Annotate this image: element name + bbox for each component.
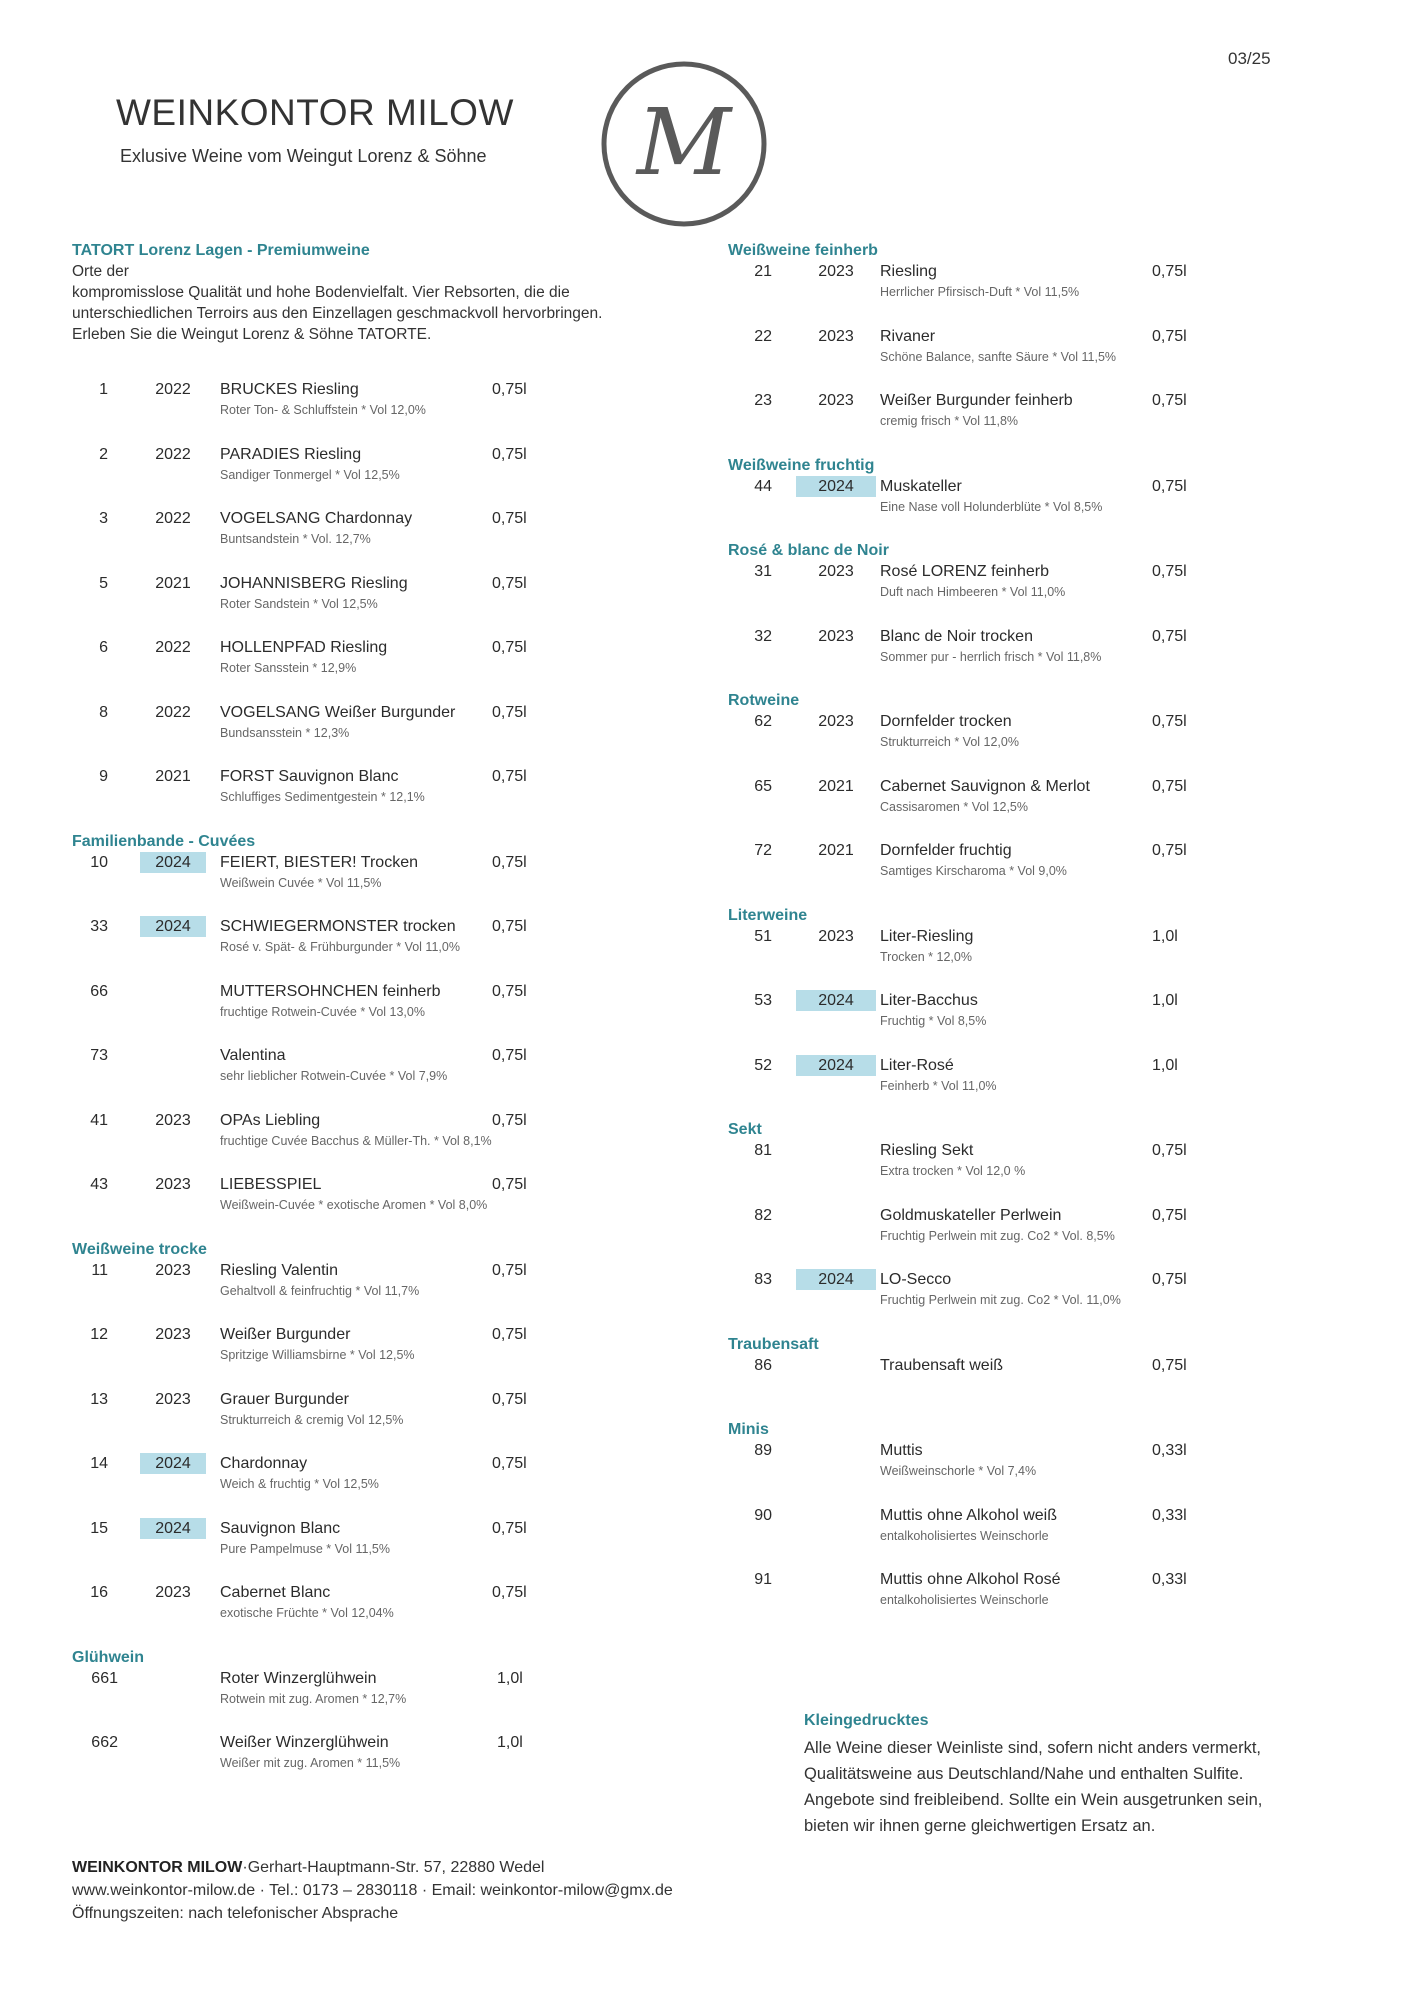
item-volume: 0,75l <box>492 1584 527 1601</box>
left-column <box>72 240 632 1797</box>
item-number: 662 <box>91 1734 118 1751</box>
item-name: Traubensaft weiß <box>880 1356 1004 1374</box>
item-volume: 0,33l <box>1152 1571 1187 1588</box>
footer-hours: Öffnungszeiten: nach telefonischer Absprache <box>72 1905 399 1922</box>
item-description: sehr lieblicher Rotwein-Cuvée * Vol 7,9% <box>220 1069 448 1083</box>
wine-item <box>728 840 1288 905</box>
item-volume: 0,75l <box>492 445 527 463</box>
item-year: 2023 <box>818 263 854 280</box>
item-name: Grauer Burgunder <box>220 1390 349 1408</box>
right-column <box>728 240 1288 1634</box>
wine-item <box>72 1260 632 1325</box>
section-title: Traubensaft <box>728 1335 819 1353</box>
wine-item <box>72 1518 632 1583</box>
wine-section <box>728 905 1288 1120</box>
section-title: Weißweine fruchtig <box>728 456 875 474</box>
item-number: 65 <box>754 777 772 795</box>
item-year: 2023 <box>818 392 854 409</box>
item-name: VOGELSANG Chardonnay <box>220 510 413 527</box>
footer-contact: www.weinkontor-milow.de · Tel.: 0173 – 2830118 · Email: weinkontor-milow@gmx.de <box>72 1882 673 1899</box>
wine-item <box>728 626 1288 691</box>
item-name: LO-Secco <box>880 1271 952 1288</box>
item-number: 14 <box>90 1455 108 1472</box>
item-name: JOHANNISBERG Riesling <box>220 574 408 592</box>
item-number: 66 <box>90 982 108 1000</box>
item-name: Roter Winzerglühwein <box>220 1669 377 1687</box>
item-description: cremig frisch * Vol 11,8% <box>880 414 1019 428</box>
item-volume: 0,75l <box>1152 713 1187 730</box>
item-number: 31 <box>754 563 772 580</box>
item-description: Cassisaromen * Vol 12,5% <box>880 799 1028 814</box>
wine-item <box>728 561 1288 626</box>
wine-item <box>72 1174 632 1239</box>
wine-section <box>728 690 1288 905</box>
wine-item <box>72 573 632 638</box>
item-number: 73 <box>90 1047 108 1064</box>
item-name: Valentina <box>220 1047 286 1064</box>
item-number: 83 <box>754 1271 772 1288</box>
wine-item <box>72 1668 632 1733</box>
brand-tagline: Exlusive Weine vom Weingut Lorenz & Söhne <box>120 146 487 166</box>
item-description: Sandiger Tonmergel * Vol 12,5% <box>220 467 400 482</box>
item-name: Weißer Burgunder feinherb <box>880 392 1073 409</box>
wine-item <box>72 444 632 509</box>
section-title: Weißweine trocke <box>72 1240 207 1258</box>
item-volume: 1,0l <box>497 1669 523 1687</box>
item-description: Feinherb * Vol 11,0% <box>880 1078 997 1093</box>
item-description: Sommer pur - herrlich frisch * Vol 11,8% <box>880 649 1102 664</box>
item-name: Sauvignon Blanc <box>220 1519 341 1537</box>
item-description: Trocken * 12,0% <box>880 949 972 964</box>
wine-section <box>728 240 1288 455</box>
item-volume: 1,0l <box>1152 992 1178 1009</box>
wine-item <box>728 1205 1288 1270</box>
item-name: Cabernet Sauvignon & Merlot <box>880 777 1090 795</box>
section-title: Sekt <box>728 1121 762 1138</box>
item-number: 43 <box>90 1176 108 1193</box>
item-name: Weißer Burgunder <box>220 1326 351 1343</box>
wine-item <box>72 379 632 444</box>
item-year: 2023 <box>155 1261 191 1279</box>
fineprint-line: Alle Weine dieser Weinliste sind, sofern nicht anders vermerkt, <box>804 1739 1262 1757</box>
item-number: 41 <box>90 1111 108 1129</box>
item-year: 2023 <box>818 927 854 945</box>
wine-item <box>728 1569 1288 1634</box>
wine-item <box>72 1324 632 1389</box>
item-description: exotische Früchte * Vol 12,04% <box>220 1606 394 1620</box>
item-volume: 0,33l <box>1152 1506 1187 1524</box>
wine-item <box>72 1045 632 1110</box>
item-number: 3 <box>99 510 108 527</box>
fineprint-box <box>804 1710 1324 1839</box>
item-volume: 1,0l <box>497 1734 523 1751</box>
brand-title: WEINKONTOR MILOW <box>116 92 514 133</box>
section-intro-line: kompromisslose Qualität und hohe Bodenvielfalt. Vier Rebsorten, die die <box>72 284 570 301</box>
logo-emblem <box>598 58 770 230</box>
item-volume: 0,75l <box>492 381 527 398</box>
item-volume: 0,75l <box>1152 1356 1187 1374</box>
item-volume: 0,75l <box>1152 563 1187 580</box>
item-description: Duft nach Himbeeren * Vol 11,0% <box>880 585 1066 599</box>
item-name: Blanc de Noir trocken <box>880 627 1033 645</box>
item-name: Dornfelder fruchtig <box>880 842 1012 859</box>
section-title: Rotweine <box>728 692 800 709</box>
item-volume: 0,75l <box>492 853 527 871</box>
item-number: 661 <box>91 1669 118 1687</box>
item-year: 2023 <box>155 1390 191 1408</box>
item-volume: 0,75l <box>492 510 527 527</box>
item-volume: 0,75l <box>492 982 527 1000</box>
item-year: 2021 <box>155 574 191 592</box>
fineprint-title: Kleingedrucktes <box>804 1712 929 1729</box>
wine-item <box>728 776 1288 841</box>
section-title: Minis <box>728 1421 769 1438</box>
item-description: Fruchtig Perlwein mit zug. Co2 * Vol. 8,5% <box>880 1228 1115 1243</box>
item-description: Buntsandstein * Vol. 12,7% <box>220 532 371 546</box>
item-year: 2021 <box>818 842 854 859</box>
item-volume: 0,75l <box>492 1519 527 1537</box>
item-volume: 0,75l <box>492 1111 527 1129</box>
item-name: Liter-Riesling <box>880 927 974 945</box>
item-number: 53 <box>754 992 772 1009</box>
wine-section <box>72 1239 632 1647</box>
item-name: OPAs Liebling <box>220 1111 321 1129</box>
item-number: 81 <box>754 1142 772 1159</box>
wine-item <box>728 926 1288 991</box>
item-name: Riesling <box>880 263 937 280</box>
item-description: Rotwein mit zug. Aromen * 12,7% <box>220 1691 407 1706</box>
item-name: BRUCKES Riesling <box>220 381 359 398</box>
item-description: Weißwein-Cuvée * exotische Aromen * Vol 8,0% <box>220 1198 488 1212</box>
wine-item <box>728 476 1288 541</box>
section-title: Weißweine feinherb <box>728 242 878 259</box>
item-year: 2023 <box>155 1584 191 1601</box>
item-year: 2024 <box>140 1518 206 1539</box>
item-volume: 0,75l <box>1152 477 1187 495</box>
section-title: TATORT Lorenz Lagen - Premiumweine <box>72 242 370 259</box>
item-name: Muttis <box>880 1442 923 1459</box>
item-name: Riesling Sekt <box>880 1142 974 1159</box>
section-intro-line: Erleben Sie die Weingut Lorenz & Söhne TATORTE. <box>72 326 432 343</box>
item-volume: 0,33l <box>1152 1442 1187 1459</box>
item-description: fruchtige Cuvée Bacchus & Müller-Th. * Vol 8,1% <box>220 1133 492 1148</box>
item-name: Dornfelder trocken <box>880 713 1012 730</box>
item-year: 2021 <box>155 768 191 785</box>
wine-item <box>728 1440 1288 1505</box>
item-description: Schöne Balance, sanfte Säure * Vol 11,5% <box>880 349 1117 364</box>
item-year: 2023 <box>818 627 854 645</box>
item-year: 2022 <box>155 445 191 463</box>
item-description: Extra trocken * Vol 12,0 % <box>880 1164 1026 1178</box>
fineprint-line: bieten wir ihnen gerne gleichwertigen Ersatz an. <box>804 1817 1156 1835</box>
item-name: Muskateller <box>880 477 962 495</box>
item-year: 2022 <box>155 639 191 656</box>
item-volume: 0,75l <box>1152 777 1187 795</box>
item-name: Liter-Rosé <box>880 1056 954 1074</box>
item-volume: 0,75l <box>492 639 527 656</box>
wine-item <box>728 1055 1288 1120</box>
item-year: 2023 <box>155 1111 191 1129</box>
item-year: 2024 <box>796 1055 876 1076</box>
item-number: 52 <box>754 1056 772 1074</box>
footer <box>72 1856 673 1925</box>
section-intro-line: Orte der <box>72 263 129 280</box>
fineprint-line: Angebote sind freibleibend. Sollte ein Wein ausgetrunken sein, <box>804 1791 1263 1809</box>
item-number: 44 <box>754 477 772 495</box>
wine-item <box>72 508 632 573</box>
item-description: Bundsansstein * 12,3% <box>220 725 350 740</box>
item-number: 13 <box>90 1390 108 1408</box>
item-description: Spritzige Williamsbirne * Vol 12,5% <box>220 1348 415 1362</box>
item-description: Schluffiges Sedimentgestein * 12,1% <box>220 790 425 804</box>
item-number: 2 <box>99 445 108 463</box>
item-year: 2023 <box>818 563 854 580</box>
item-volume: 0,75l <box>492 768 527 785</box>
wine-section <box>72 831 632 1239</box>
section-title: Glühwein <box>72 1648 144 1666</box>
wine-item <box>72 1110 632 1175</box>
logo-letter: M <box>636 89 732 196</box>
item-number: 32 <box>754 627 772 645</box>
wine-item <box>72 637 632 702</box>
item-volume: 0,75l <box>492 574 527 592</box>
item-volume: 0,75l <box>492 1176 527 1193</box>
item-description: Weich & fruchtig * Vol 12,5% <box>220 1477 379 1491</box>
item-description: Fruchtig * Vol 8,5% <box>880 1014 987 1028</box>
item-volume: 0,75l <box>1152 1206 1187 1224</box>
item-description: Samtiges Kirscharoma * Vol 9,0% <box>880 864 1067 878</box>
item-year: 2022 <box>155 381 191 398</box>
wine-item <box>72 916 632 981</box>
item-name: Rivaner <box>880 327 936 345</box>
item-number: 91 <box>754 1571 772 1588</box>
item-year: 2023 <box>155 1176 191 1193</box>
item-volume: 1,0l <box>1152 927 1178 945</box>
item-description: fruchtige Rotwein-Cuvée * Vol 13,0% <box>220 1004 425 1019</box>
wine-item <box>728 390 1288 455</box>
item-volume: 0,75l <box>492 1455 527 1472</box>
item-description: Roter Ton- & Schluffstein * Vol 12,0% <box>220 403 426 417</box>
item-number: 22 <box>754 327 772 345</box>
section-intro-line: unterschiedlichen Terroirs aus den Einzellagen geschmackvoll hervorbringen. <box>72 305 603 322</box>
footer-address: ·Gerhart-Hauptmann-Str. 57, 22880 Wedel <box>242 1859 545 1876</box>
item-number: 8 <box>99 703 108 721</box>
wine-section <box>728 455 1288 541</box>
wine-item <box>72 1389 632 1454</box>
item-year: 2023 <box>818 327 854 345</box>
item-number: 9 <box>99 768 108 785</box>
item-description: Pure Pampelmuse * Vol 11,5% <box>220 1541 391 1556</box>
item-name: SCHWIEGERMONSTER trocken <box>220 918 456 935</box>
item-number: 10 <box>90 853 108 871</box>
fineprint-line: Qualitätsweine aus Deutschland/Nahe und enthalten Sulfite. <box>804 1765 1244 1783</box>
wine-section <box>728 540 1288 690</box>
wine-item <box>728 711 1288 776</box>
item-description: Strukturreich * Vol 12,0% <box>880 735 1019 749</box>
item-name: Muttis ohne Alkohol weiß <box>880 1506 1057 1524</box>
item-volume: 0,75l <box>1152 327 1187 345</box>
wine-item <box>72 1453 632 1518</box>
page-number: 03/25 <box>1228 49 1271 68</box>
item-name: Rosé LORENZ feinherb <box>880 563 1049 580</box>
section-title: Familienbande - Cuvées <box>72 832 256 850</box>
wine-item <box>728 1505 1288 1570</box>
item-number: 6 <box>99 639 108 656</box>
item-name: MUTTERSOHNCHEN feinherb <box>220 982 441 1000</box>
item-year: 2021 <box>818 777 854 795</box>
item-number: 90 <box>754 1506 772 1524</box>
item-volume: 0,75l <box>1152 1142 1187 1159</box>
item-description: Eine Nase voll Holunderblüte * Vol 8,5% <box>880 499 1103 514</box>
wine-item <box>72 981 632 1046</box>
item-year: 2023 <box>155 1326 191 1343</box>
item-description: Weißer mit zug. Aromen * 11,5% <box>220 1756 401 1770</box>
item-description: Roter Sansstein * 12,9% <box>220 661 357 675</box>
item-description: Weißweinschorle * Vol 7,4% <box>880 1464 1037 1478</box>
section-title: Rosé & blanc de Noir <box>728 542 889 559</box>
item-name: Riesling Valentin <box>220 1261 338 1279</box>
item-name: Weißer Winzerglühwein <box>220 1734 389 1751</box>
item-description: Strukturreich & cremig Vol 12,5% <box>220 1412 404 1427</box>
item-volume: 0,75l <box>1152 627 1187 645</box>
wine-section <box>728 1419 1288 1634</box>
item-description: entalkoholisiertes Weinschorle <box>880 1528 1049 1543</box>
item-number: 62 <box>754 713 772 730</box>
item-year: 2024 <box>796 1269 876 1290</box>
item-name: Cabernet Blanc <box>220 1584 331 1601</box>
item-volume: 0,75l <box>1152 842 1187 859</box>
item-year: 2024 <box>140 916 206 937</box>
wine-item <box>72 1582 632 1647</box>
wine-item <box>72 1732 632 1797</box>
wine-item <box>728 1140 1288 1205</box>
section-title: Literweine <box>728 906 808 924</box>
wine-item <box>72 766 632 831</box>
item-year: 2023 <box>818 713 854 730</box>
wine-item <box>728 990 1288 1055</box>
item-name: Muttis ohne Alkohol Rosé <box>880 1571 1061 1588</box>
item-number: 23 <box>754 392 772 409</box>
item-number: 15 <box>90 1519 108 1537</box>
item-year: 2024 <box>140 1453 206 1474</box>
item-number: 51 <box>754 927 772 945</box>
wine-item <box>72 702 632 767</box>
item-name: FORST Sauvignon Blanc <box>220 768 399 785</box>
wine-item <box>728 1269 1288 1334</box>
wine-section <box>728 1119 1288 1334</box>
item-description: Weißwein Cuvée * Vol 11,5% <box>220 875 382 890</box>
wine-item <box>728 1355 1288 1420</box>
item-name: Goldmuskateller Perlwein <box>880 1206 1062 1224</box>
item-number: 82 <box>754 1206 772 1224</box>
footer-company: WEINKONTOR MILOW <box>72 1859 243 1876</box>
item-description: Gehaltvoll & feinfruchtig * Vol 11,7% <box>220 1283 420 1298</box>
item-name: VOGELSANG Weißer Burgunder <box>220 703 456 721</box>
item-volume: 0,75l <box>492 918 527 935</box>
item-volume: 0,75l <box>492 703 527 721</box>
item-name: PARADIES Riesling <box>220 445 362 463</box>
item-number: 86 <box>754 1356 772 1374</box>
item-name: Chardonnay <box>220 1455 308 1472</box>
item-number: 33 <box>90 918 108 935</box>
item-volume: 0,75l <box>492 1326 527 1343</box>
item-volume: 0,75l <box>492 1390 527 1408</box>
wine-section <box>72 240 632 831</box>
wine-section <box>728 1334 1288 1420</box>
item-volume: 0,75l <box>492 1047 527 1064</box>
item-description: Herrlicher Pfirsisch-Duft * Vol 11,5% <box>880 285 1080 299</box>
item-name: LIEBESSPIEL <box>220 1176 322 1193</box>
item-volume: 0,75l <box>492 1261 527 1279</box>
item-number: 21 <box>754 263 772 280</box>
item-year: 2022 <box>155 510 191 527</box>
item-description: Roter Sandstein * Vol 12,5% <box>220 596 378 611</box>
item-description: Rosé v. Spät- & Frühburgunder * Vol 11,0% <box>220 940 460 954</box>
item-year: 2022 <box>155 703 191 721</box>
item-volume: 0,75l <box>1152 392 1187 409</box>
item-year: 2024 <box>796 476 876 497</box>
item-name: FEIERT, BIESTER! Trocken <box>220 853 418 871</box>
item-volume: 0,75l <box>1152 263 1187 280</box>
item-number: 12 <box>90 1326 108 1343</box>
item-volume: 1,0l <box>1152 1056 1178 1074</box>
item-year: 2024 <box>796 990 876 1011</box>
item-number: 11 <box>91 1261 108 1279</box>
item-description: entalkoholisiertes Weinschorle <box>880 1593 1049 1607</box>
item-name: HOLLENPFAD Riesling <box>220 639 388 656</box>
item-number: 72 <box>754 842 772 859</box>
item-number: 16 <box>90 1584 108 1601</box>
wine-item <box>728 326 1288 391</box>
item-name: Liter-Bacchus <box>880 992 978 1009</box>
wine-item <box>728 261 1288 326</box>
item-number: 1 <box>99 381 108 398</box>
item-volume: 0,75l <box>1152 1271 1187 1288</box>
wine-item <box>72 852 632 917</box>
wine-section <box>72 1647 632 1797</box>
item-number: 89 <box>754 1442 772 1459</box>
item-description: Fruchtig Perlwein mit zug. Co2 * Vol. 11,0% <box>880 1293 1121 1307</box>
item-year: 2024 <box>140 852 206 873</box>
item-number: 5 <box>99 574 108 592</box>
